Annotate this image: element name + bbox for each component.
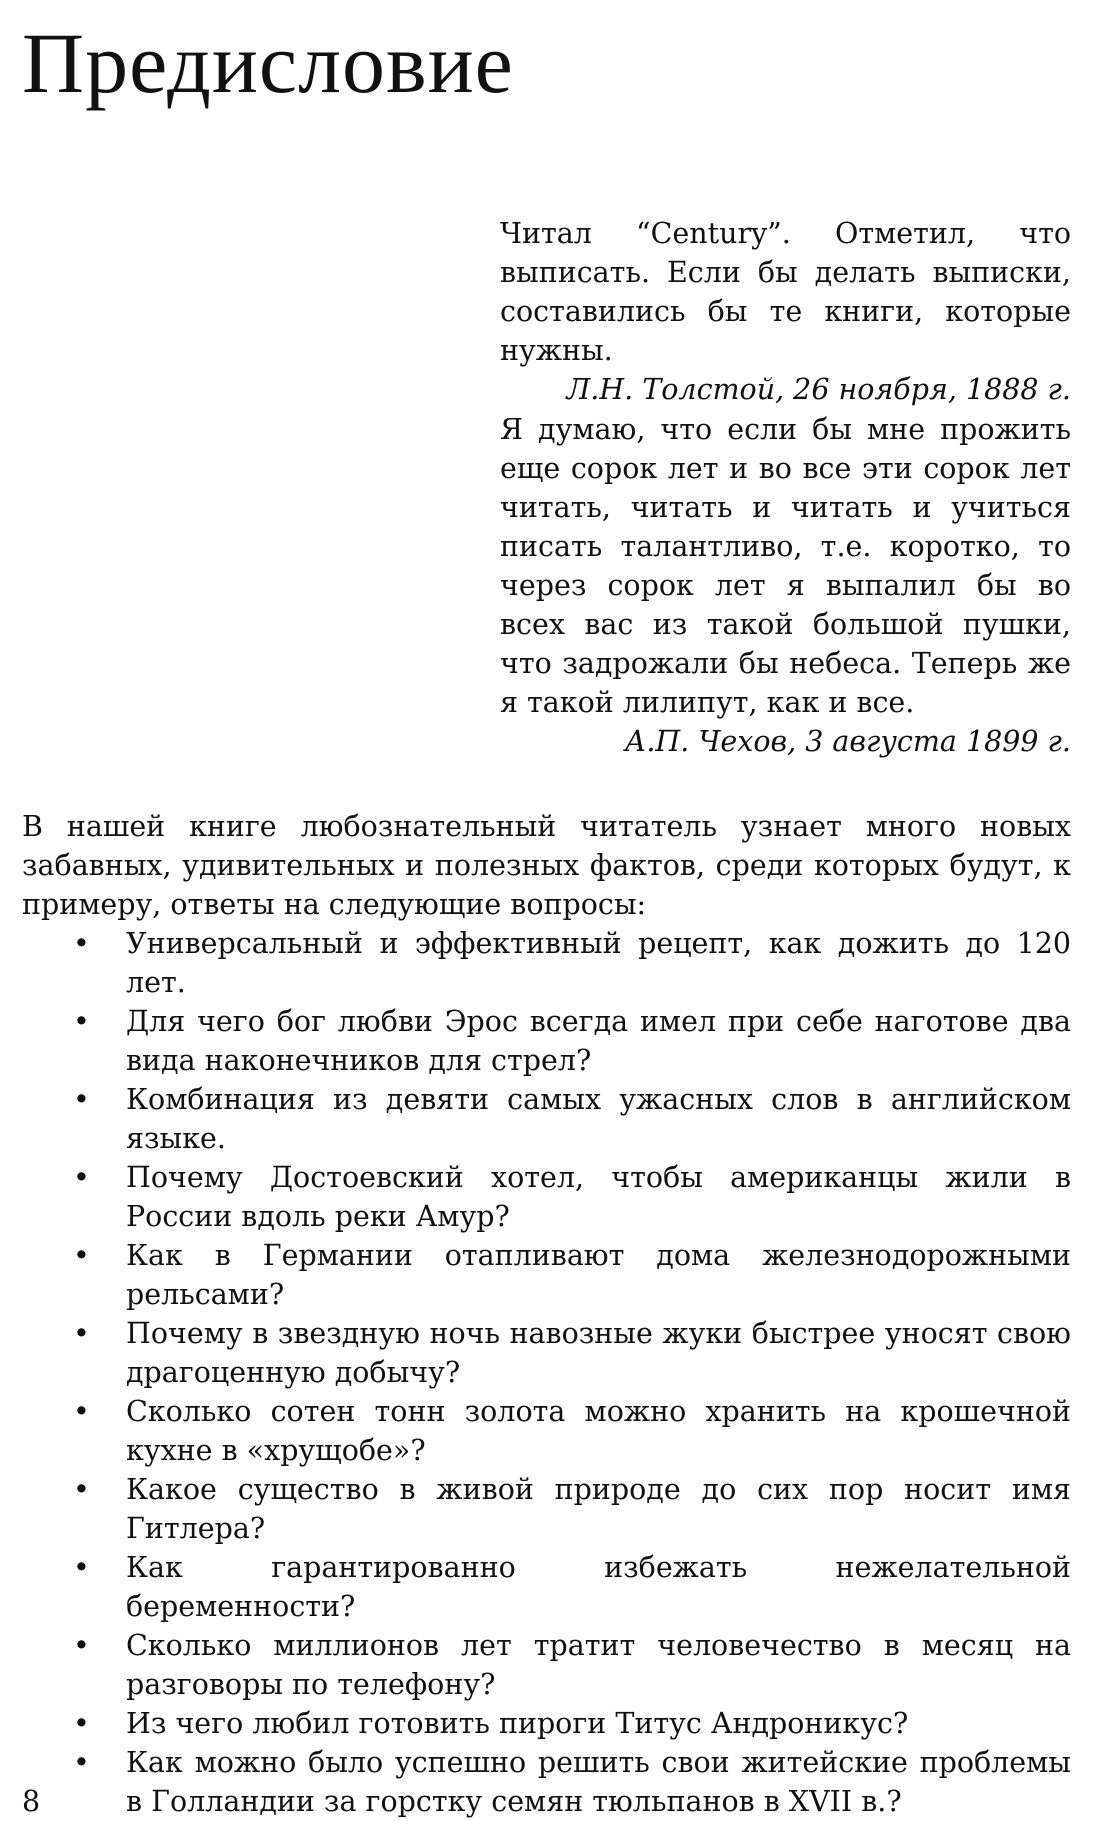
list-item (0, 1080, 1071, 1158)
list-item (0, 924, 1071, 1002)
question-text: Почему Достоевский хотел, чтобы американцы жили в России вдоль реки Амур? (126, 1161, 1071, 1233)
list-item (0, 1704, 1071, 1743)
bullet-icon: • (73, 1473, 90, 1506)
bullet-icon: • (73, 1707, 90, 1740)
question-text: Почему в звездную ночь навозные жуки быстрее уносят свою драгоценную добычу? (126, 1317, 1071, 1389)
list-item (0, 1392, 1071, 1470)
bullet-icon: • (73, 927, 90, 960)
bullet-icon: • (73, 1395, 90, 1428)
epigraph-chekhov (500, 410, 1071, 761)
question-text: Как в Германии отапливают дома железнодорожными рельсами? (126, 1239, 1071, 1311)
epigraph-author: Л.Н. Толстой, 26 ноября, 1888 г. (566, 373, 1071, 406)
question-text: Для чего бог любви Эрос всегда имел при себе наготове два вида наконечников для стрел? (126, 1005, 1071, 1077)
bullet-icon: • (73, 1005, 90, 1038)
epigraph-author: А.П. Чехов, 3 августа 1899 г. (624, 725, 1071, 758)
question-text: Сколько миллионов лет тратит человечество в месяц на разговоры по телефону? (126, 1629, 1071, 1701)
bullet-icon: • (73, 1239, 90, 1272)
intro-paragraph: В нашей книге любознательный читатель узнает много новых забавных, удивительных и полезных фактов, среди которых будут, к примеру, ответы на следующие вопросы: (22, 810, 1071, 921)
bullet-icon: • (73, 1629, 90, 1662)
bullet-icon: • (73, 1083, 90, 1116)
question-text: Из чего любил готовить пироги Титус Андроникус? (126, 1707, 909, 1740)
page-number: 8 (22, 1785, 41, 1818)
question-text: Как можно было успешно решить свои житейские проблемы в Голландии за горстку семян тюльпанов в XVII в.? (126, 1746, 1071, 1818)
questions-list (0, 924, 1071, 1821)
question-text: Сколько сотен тонн золота можно хранить на крошечной кухне в «хрущобе»? (126, 1395, 1071, 1467)
list-item (0, 1002, 1071, 1080)
list-item (0, 1470, 1071, 1548)
list-item (0, 1158, 1071, 1236)
page-title: Предисловие (22, 15, 514, 111)
question-text: Какое существо в живой природе до сих пор носит имя Гитлера? (126, 1473, 1071, 1545)
bullet-icon: • (73, 1161, 90, 1194)
list-item (0, 1626, 1071, 1704)
bullet-icon: • (73, 1317, 90, 1350)
epigraph-text: Читал “Century”. Отметил, что выписать. Если бы делать выписки, составились бы те книги, которые нужны. (500, 217, 1071, 367)
bullet-icon: • (73, 1551, 90, 1584)
list-item (0, 1548, 1071, 1626)
list-item (0, 1743, 1071, 1821)
bullet-icon: • (73, 1746, 90, 1779)
epigraph-tolstoy (500, 214, 1071, 409)
question-text: Универсальный и эффективный рецепт, как дожить до 120 лет. (126, 927, 1071, 999)
question-text: Как гарантированно избежать нежелательной беременности? (126, 1551, 1071, 1623)
list-item (0, 1236, 1071, 1314)
list-item (0, 1314, 1071, 1392)
epigraph-text: Я думаю, что если бы мне прожить еще сорок лет и во все эти сорок лет читать, читать и читать и учиться писать талантливо, т.е. коротко, то через сорок лет я выпалил бы во всех вас из такой большой пушки, что задрожали бы небеса. Теперь же я такой лилипут, как и все. (500, 413, 1071, 719)
question-text: Комбинация из девяти самых ужасных слов в английском языке. (126, 1083, 1071, 1155)
